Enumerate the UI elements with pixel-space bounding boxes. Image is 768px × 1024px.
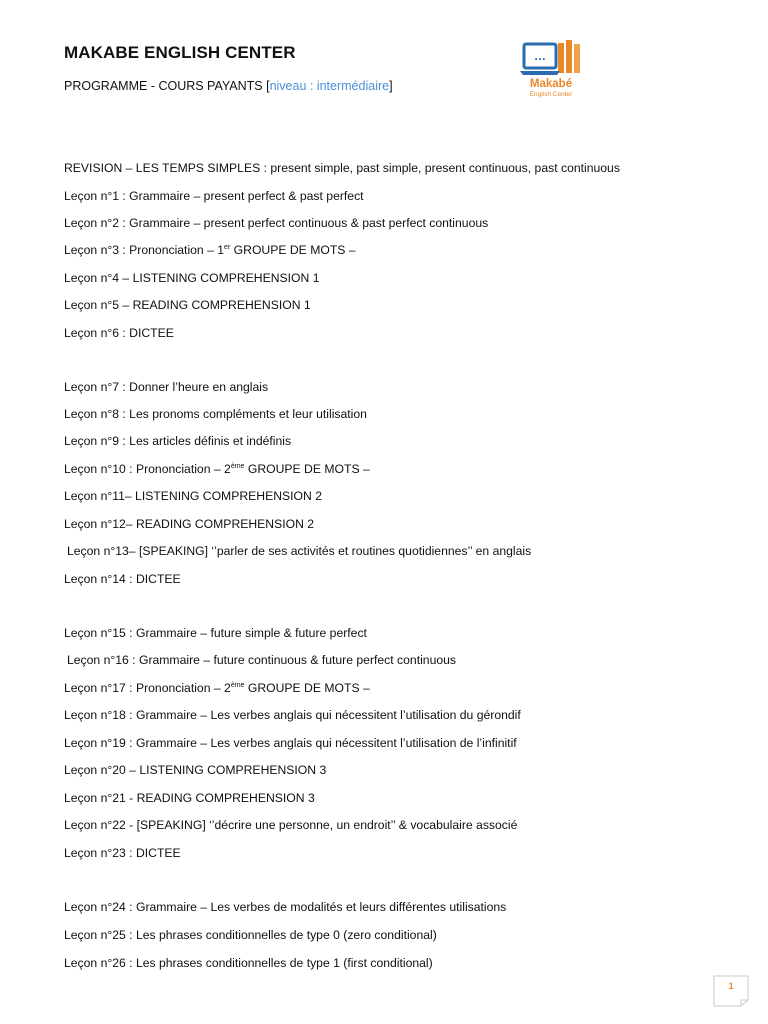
- subtitle-prefix: PROGRAMME - COURS PAYANTS [: [64, 79, 270, 93]
- document-subtitle: [64, 79, 393, 93]
- page-number-frame-icon: [713, 975, 749, 1007]
- subtitle-level: niveau : intermédiaire: [269, 79, 390, 93]
- lesson-item: Leçon n°4 – LISTENING COMPREHENSION 1: [64, 271, 320, 285]
- lesson-item: Leçon n°16 : Grammaire – future continuous & future perfect continuous: [67, 653, 457, 667]
- ordinal-suffix: ème: [230, 682, 245, 689]
- lesson-item: Leçon n°13– [SPEAKING] ‘’parler de ses activités et routines quotidiennes’’ en anglais: [67, 544, 532, 558]
- lesson-item: Leçon n°26 : Les phrases conditionnelles de type 1 (first conditional): [64, 956, 433, 970]
- lesson-item: Leçon n°1 : Grammaire – present perfect & past perfect: [64, 189, 364, 203]
- logo-name: Makabé: [529, 78, 573, 90]
- lesson-item: [64, 681, 370, 695]
- document-title: MAKABE ENGLISH CENTER: [64, 43, 296, 62]
- lesson-item: Leçon n°2 : Grammaire – present perfect continuous & past perfect continuous: [64, 216, 489, 230]
- page-number: 1: [728, 981, 734, 991]
- lesson-text: Leçon n°3 : Prononciation – 1: [64, 243, 225, 257]
- lesson-item: REVISION – LES TEMPS SIMPLES : present simple, past simple, present continuous, past continuous: [64, 161, 620, 175]
- lesson-item: Leçon n°23 : DICTEE: [64, 846, 181, 860]
- subtitle-suffix: ]: [389, 79, 393, 93]
- lesson-item: [64, 243, 356, 257]
- makabe-logo: [518, 38, 590, 104]
- lesson-item: Leçon n°20 – LISTENING COMPREHENSION 3: [64, 763, 327, 777]
- lesson-item: Leçon n°11– LISTENING COMPREHENSION 2: [64, 489, 322, 503]
- lesson-item: Leçon n°6 : DICTEE: [64, 326, 174, 340]
- lesson-item: Leçon n°14 : DICTEE: [64, 572, 181, 586]
- lesson-item: Leçon n°7 : Donner l’heure en anglais: [64, 380, 269, 394]
- ordinal-suffix: ème: [230, 463, 245, 470]
- ordinal-suffix: er: [224, 244, 231, 251]
- lesson-item: Leçon n°24 : Grammaire – Les verbes de modalités et leurs différentes utilisations: [64, 900, 507, 914]
- lesson-item: Leçon n°15 : Grammaire – future simple & future perfect: [64, 626, 367, 640]
- lesson-item: [64, 462, 370, 476]
- lesson-text: GROUPE DE MOTS –: [230, 243, 356, 257]
- lesson-text: GROUPE DE MOTS –: [244, 462, 370, 476]
- lesson-item: Leçon n°9 : Les articles définis et indéfinis: [64, 434, 292, 448]
- lesson-item: Leçon n°8 : Les pronoms compléments et leur utilisation: [64, 407, 367, 421]
- lesson-item: Leçon n°21 - READING COMPREHENSION 3: [64, 791, 315, 805]
- lesson-item: Leçon n°25 : Les phrases conditionnelles de type 0 (zero conditional): [64, 928, 437, 942]
- lesson-item: Leçon n°19 : Grammaire – Les verbes anglais qui nécessitent l’utilisation de l’infinitif: [64, 736, 517, 750]
- logo-screen-dots: ...: [534, 52, 546, 63]
- lesson-item: Leçon n°5 – READING COMPREHENSION 1: [64, 298, 311, 312]
- lesson-text: Leçon n°17 : Prononciation – 2: [64, 681, 231, 695]
- lesson-item: Leçon n°18 : Grammaire – Les verbes anglais qui nécessitent l’utilisation du gérondif: [64, 708, 521, 722]
- lesson-text: Leçon n°10 : Prononciation – 2: [64, 462, 231, 476]
- laptop-books-icon: [518, 38, 590, 80]
- logo-tagline: English Center: [529, 91, 573, 98]
- lesson-text: GROUPE DE MOTS –: [244, 681, 370, 695]
- lesson-item: Leçon n°12– READING COMPREHENSION 2: [64, 517, 315, 531]
- lesson-item: Leçon n°22 - [SPEAKING] ‘’décrire une personne, un endroit’’ & vocabulaire associé: [64, 818, 518, 832]
